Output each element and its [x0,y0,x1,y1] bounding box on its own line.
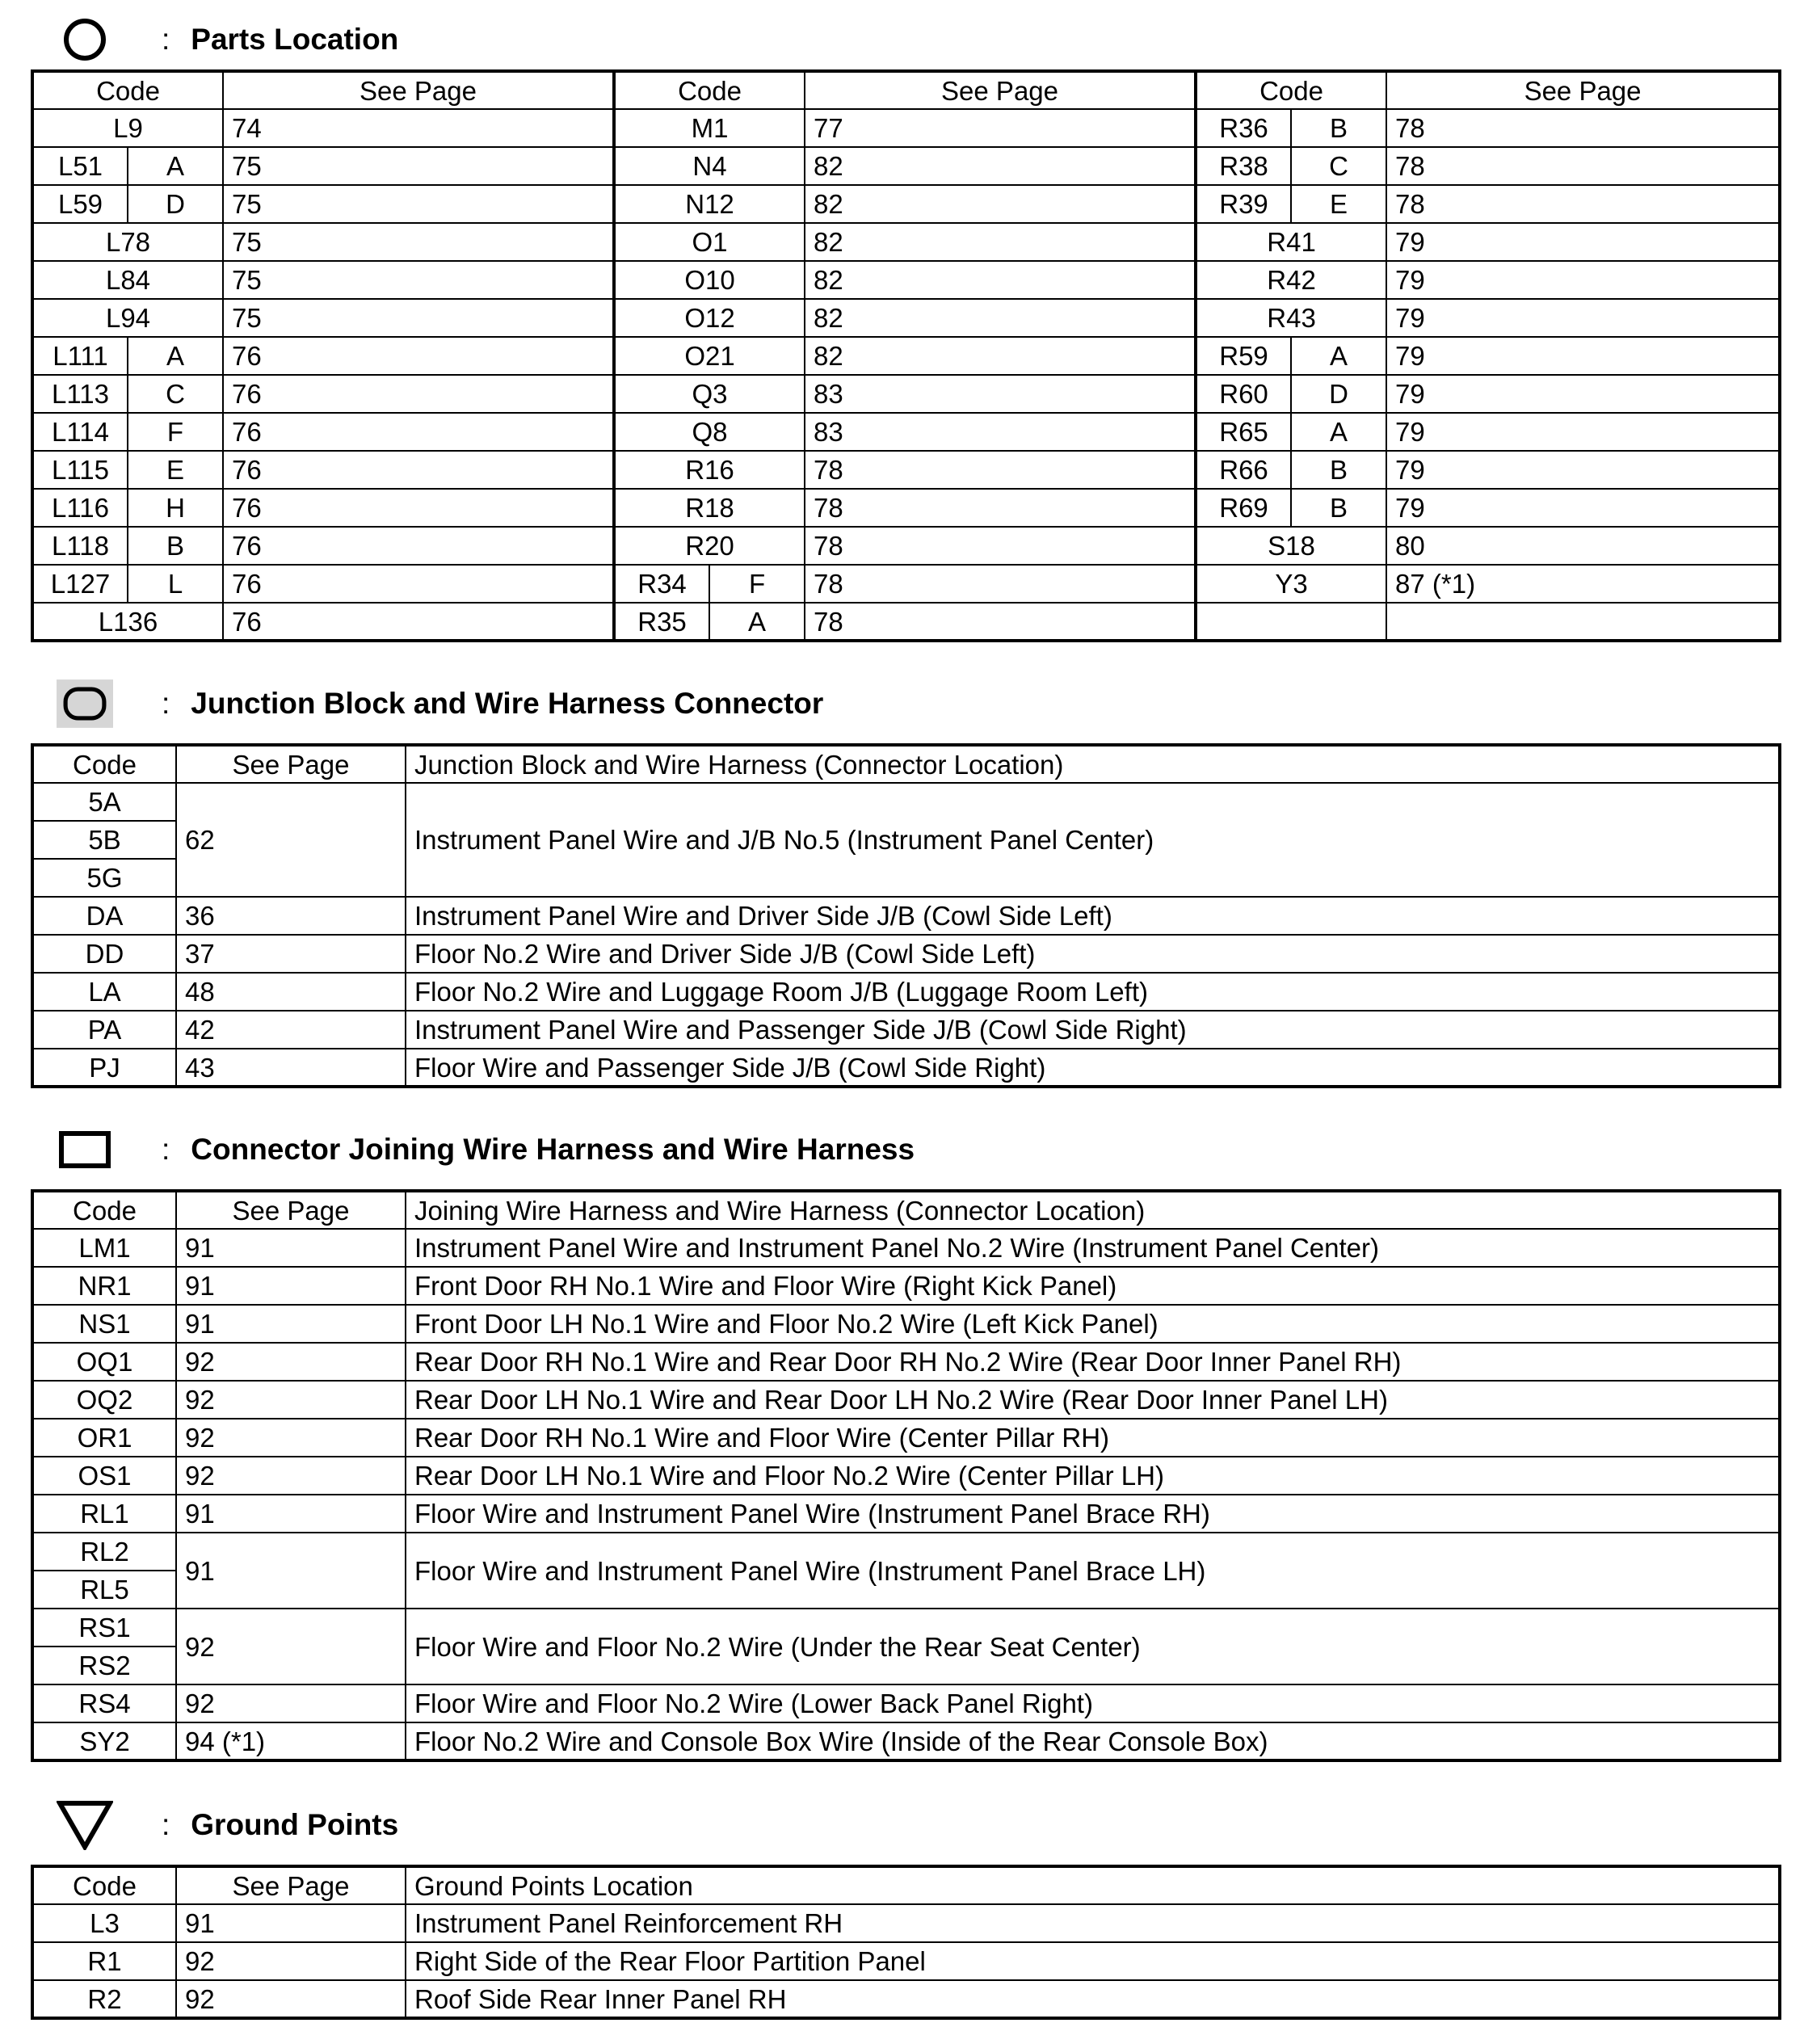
row-code: L3 [32,1904,176,1942]
row-see-page: 92 [176,1609,406,1684]
table-row [32,1609,1780,1647]
row-see-page: 92 [176,1684,406,1722]
part-code: L51 [32,147,128,185]
part-see-page: 82 [805,261,1196,299]
part-code: R60 [1196,375,1291,413]
part-see-page: 79 [1386,413,1780,451]
table-row [32,1457,1780,1495]
row-code: RS4 [32,1684,176,1722]
row-location: Rear Door RH No.1 Wire and Floor Wire (Center Pillar RH) [406,1419,1780,1457]
row-see-page: 92 [176,1942,406,1980]
table-row [32,603,1780,641]
table-row [32,261,1780,299]
part-connector-letter: A [128,147,223,185]
row-see-page: 43 [176,1049,406,1087]
row-location: Instrument Panel Reinforcement RH [406,1904,1780,1942]
part-code [1196,603,1386,641]
table-row [32,1381,1780,1419]
part-see-page: 75 [223,185,614,223]
col-header-code: Code [614,71,805,109]
part-see-page: 76 [223,603,614,641]
table-row [32,337,1780,375]
table-row [32,1419,1780,1457]
table-row [32,1343,1780,1381]
part-connector-letter: A [1291,337,1386,375]
row-code: OR1 [32,1419,176,1457]
part-see-page: 75 [223,299,614,337]
col-header-code: Code [32,745,176,783]
table-row [32,527,1780,565]
row-code: SY2 [32,1722,176,1760]
col-header-location: Junction Block and Wire Harness (Connector Location) [406,745,1780,783]
part-code: L111 [32,337,128,375]
row-location: Roof Side Rear Inner Panel RH [406,1980,1780,2018]
table-row [32,489,1780,527]
row-code: NS1 [32,1305,176,1343]
row-see-page: 62 [176,783,406,897]
row-location: Floor Wire and Floor No.2 Wire (Under the Rear Seat Center) [406,1609,1780,1684]
colon: : [162,1808,170,1841]
part-connector-letter: A [709,603,805,641]
row-see-page: 91 [176,1305,406,1343]
col-header-see-page: See Page [223,71,614,109]
section-title: Ground Points [191,1808,399,1841]
colon: : [162,1133,170,1166]
row-see-page: 91 [176,1267,406,1305]
part-code: R42 [1196,261,1386,299]
col-header-location: Joining Wire Harness and Wire Harness (Connector Location) [406,1191,1780,1229]
part-see-page: 76 [223,337,614,375]
table-row [32,1229,1780,1267]
rounded-rectangle-icon [57,675,113,732]
row-code: OS1 [32,1457,176,1495]
row-location: Right Side of the Rear Floor Partition Panel [406,1942,1780,1980]
part-code: R34 [614,565,709,603]
table-row [32,1267,1780,1305]
row-see-page: 92 [176,1457,406,1495]
table-row [32,109,1780,147]
row-see-page: 92 [176,1343,406,1381]
col-header-see-page: See Page [176,745,406,783]
row-code: RL5 [32,1571,176,1609]
col-header-location: Ground Points Location [406,1866,1780,1904]
col-header-see-page: See Page [176,1191,406,1229]
row-see-page: 36 [176,897,406,935]
part-see-page: 75 [223,223,614,261]
part-see-page: 76 [223,489,614,527]
part-code: Q3 [614,375,805,413]
row-location: Rear Door LH No.1 Wire and Floor No.2 Wire (Center Pillar LH) [406,1457,1780,1495]
part-see-page: 82 [805,223,1196,261]
part-see-page: 78 [805,527,1196,565]
part-code: S18 [1196,527,1386,565]
part-see-page: 79 [1386,337,1780,375]
part-code: L115 [32,451,128,489]
part-code: L113 [32,375,128,413]
part-connector-letter: D [128,185,223,223]
part-code: L84 [32,261,223,299]
ground-points-header [57,1797,398,1853]
part-code: R65 [1196,413,1291,451]
table-row [32,565,1780,603]
part-see-page: 76 [223,565,614,603]
col-header-see-page: See Page [176,1866,406,1904]
table-row [32,375,1780,413]
row-code: PJ [32,1049,176,1087]
part-code: R66 [1196,451,1291,489]
part-code: L136 [32,603,223,641]
part-see-page: 75 [223,261,614,299]
row-location: Instrument Panel Wire and Passenger Side J/B (Cowl Side Right) [406,1011,1780,1049]
row-code: OQ2 [32,1381,176,1419]
part-connector-letter: L [128,565,223,603]
part-code: N4 [614,147,805,185]
row-see-page: 42 [176,1011,406,1049]
row-location: Rear Door LH No.1 Wire and Rear Door LH No.2 Wire (Rear Door Inner Panel LH) [406,1381,1780,1419]
row-code: OQ1 [32,1343,176,1381]
table-row [32,1011,1780,1049]
part-code: O21 [614,337,805,375]
part-connector-letter: F [128,413,223,451]
part-see-page: 79 [1386,375,1780,413]
col-header-code: Code [32,71,223,109]
row-location: Floor No.2 Wire and Driver Side J/B (Cowl Side Left) [406,935,1780,973]
row-code: DD [32,935,176,973]
table-row [32,451,1780,489]
row-code: LA [32,973,176,1011]
row-code: RL2 [32,1533,176,1571]
part-code: R18 [614,489,805,527]
part-connector-letter: A [128,337,223,375]
part-code: R20 [614,527,805,565]
row-see-page: 94 (*1) [176,1722,406,1760]
table-row [32,973,1780,1011]
section-title: Junction Block and Wire Harness Connector [191,687,824,720]
colon: : [162,23,170,56]
table-row [32,1980,1780,2018]
part-code: R41 [1196,223,1386,261]
part-see-page: 79 [1386,489,1780,527]
part-see-page: 83 [805,375,1196,413]
part-see-page: 78 [805,489,1196,527]
row-location: Floor No.2 Wire and Console Box Wire (Inside of the Rear Console Box) [406,1722,1780,1760]
ground-points-table [31,1865,1781,2020]
table-row [32,783,1780,821]
row-see-page: 91 [176,1229,406,1267]
row-code: LM1 [32,1229,176,1267]
part-connector-letter: C [128,375,223,413]
rectangle-icon [57,1121,113,1178]
parts-location-header [57,11,398,68]
part-see-page: 78 [1386,185,1780,223]
table-row [32,1305,1780,1343]
part-see-page [1386,603,1780,641]
table-row [32,1495,1780,1533]
row-see-page: 92 [176,1419,406,1457]
table-row [32,223,1780,261]
part-code: O1 [614,223,805,261]
part-code: R43 [1196,299,1386,337]
row-code: NR1 [32,1267,176,1305]
table-row [32,1942,1780,1980]
row-code: R1 [32,1942,176,1980]
part-code: R59 [1196,337,1291,375]
part-connector-letter: B [1291,109,1386,147]
part-see-page: 82 [805,185,1196,223]
part-code: O10 [614,261,805,299]
row-location: Instrument Panel Wire and Driver Side J/B (Cowl Side Left) [406,897,1780,935]
row-location: Floor Wire and Instrument Panel Wire (Instrument Panel Brace RH) [406,1495,1780,1533]
row-see-page: 91 [176,1904,406,1942]
part-see-page: 78 [805,451,1196,489]
row-code: RL1 [32,1495,176,1533]
part-see-page: 83 [805,413,1196,451]
part-see-page: 77 [805,109,1196,147]
part-code: R36 [1196,109,1291,147]
part-see-page: 79 [1386,261,1780,299]
connector-joining-header [57,1121,915,1178]
col-header-see-page: See Page [1386,71,1780,109]
part-connector-letter: E [128,451,223,489]
part-see-page: 79 [1386,451,1780,489]
row-see-page: 37 [176,935,406,973]
part-code: L9 [32,109,223,147]
part-code: R39 [1196,185,1291,223]
part-connector-letter: F [709,565,805,603]
part-connector-letter: B [1291,451,1386,489]
row-code: 5B [32,821,176,859]
part-connector-letter: B [1291,489,1386,527]
row-code: RS2 [32,1647,176,1684]
part-see-page: 80 [1386,527,1780,565]
part-see-page: 78 [1386,109,1780,147]
table-row [32,935,1780,973]
row-code: R2 [32,1980,176,2018]
part-code: L94 [32,299,223,337]
part-code: L114 [32,413,128,451]
part-code: R35 [614,603,709,641]
triangle-down-icon [57,1797,113,1853]
row-code: 5G [32,859,176,897]
table-row [32,1533,1780,1571]
table-row [32,897,1780,935]
part-connector-letter: D [1291,375,1386,413]
row-location: Instrument Panel Wire and Instrument Panel No.2 Wire (Instrument Panel Center) [406,1229,1780,1267]
part-connector-letter: C [1291,147,1386,185]
part-see-page: 78 [1386,147,1780,185]
table-row [32,147,1780,185]
col-header-code: Code [32,1191,176,1229]
circle-icon [57,11,113,68]
part-see-page: 76 [223,375,614,413]
row-location: Floor Wire and Floor No.2 Wire (Lower Back Panel Right) [406,1684,1780,1722]
table-row [32,1904,1780,1942]
part-see-page: 82 [805,147,1196,185]
part-see-page: 74 [223,109,614,147]
part-see-page: 76 [223,527,614,565]
row-location: Floor Wire and Passenger Side J/B (Cowl Side Right) [406,1049,1780,1087]
row-location: Floor Wire and Instrument Panel Wire (Instrument Panel Brace LH) [406,1533,1780,1609]
row-code: RS1 [32,1609,176,1647]
part-see-page: 82 [805,299,1196,337]
part-see-page: 76 [223,413,614,451]
parts-location-table [31,69,1781,642]
part-see-page: 79 [1386,299,1780,337]
connector-joining-table [31,1189,1781,1762]
part-code: Q8 [614,413,805,451]
part-see-page: 87 (*1) [1386,565,1780,603]
part-connector-letter: E [1291,185,1386,223]
row-see-page: 48 [176,973,406,1011]
part-see-page: 75 [223,147,614,185]
part-code: L116 [32,489,128,527]
row-see-page: 92 [176,1381,406,1419]
part-see-page: 78 [805,565,1196,603]
col-header-code: Code [1196,71,1386,109]
part-see-page: 79 [1386,223,1780,261]
section-title: Parts Location [191,23,399,56]
junction-block-table [31,743,1781,1088]
row-location: Instrument Panel Wire and J/B No.5 (Instrument Panel Center) [406,783,1780,897]
part-code: N12 [614,185,805,223]
part-code: R69 [1196,489,1291,527]
row-see-page: 91 [176,1533,406,1609]
row-location: Rear Door RH No.1 Wire and Rear Door RH No.2 Wire (Rear Door Inner Panel RH) [406,1343,1780,1381]
part-connector-letter: B [128,527,223,565]
part-code: L59 [32,185,128,223]
part-see-page: 78 [805,603,1196,641]
table-row [32,1722,1780,1760]
table-row [32,1684,1780,1722]
table-row [32,413,1780,451]
part-connector-letter: H [128,489,223,527]
part-code: R38 [1196,147,1291,185]
col-header-code: Code [32,1866,176,1904]
col-header-see-page: See Page [805,71,1196,109]
row-location: Floor No.2 Wire and Luggage Room J/B (Luggage Room Left) [406,973,1780,1011]
part-code: M1 [614,109,805,147]
junction-block-header [57,675,823,732]
row-code: DA [32,897,176,935]
section-title: Connector Joining Wire Harness and Wire Harness [191,1133,915,1166]
part-code: O12 [614,299,805,337]
row-code: PA [32,1011,176,1049]
part-see-page: 76 [223,451,614,489]
part-code: L118 [32,527,128,565]
row-location: Front Door LH No.1 Wire and Floor No.2 Wire (Left Kick Panel) [406,1305,1780,1343]
row-code: 5A [32,783,176,821]
row-location: Front Door RH No.1 Wire and Floor Wire (Right Kick Panel) [406,1267,1780,1305]
row-see-page: 92 [176,1980,406,2018]
part-code: L78 [32,223,223,261]
part-see-page: 82 [805,337,1196,375]
colon: : [162,687,170,720]
table-row [32,185,1780,223]
part-code: R16 [614,451,805,489]
table-row [32,299,1780,337]
table-row [32,1049,1780,1087]
part-code: L127 [32,565,128,603]
part-code: Y3 [1196,565,1386,603]
part-connector-letter: A [1291,413,1386,451]
row-see-page: 91 [176,1495,406,1533]
